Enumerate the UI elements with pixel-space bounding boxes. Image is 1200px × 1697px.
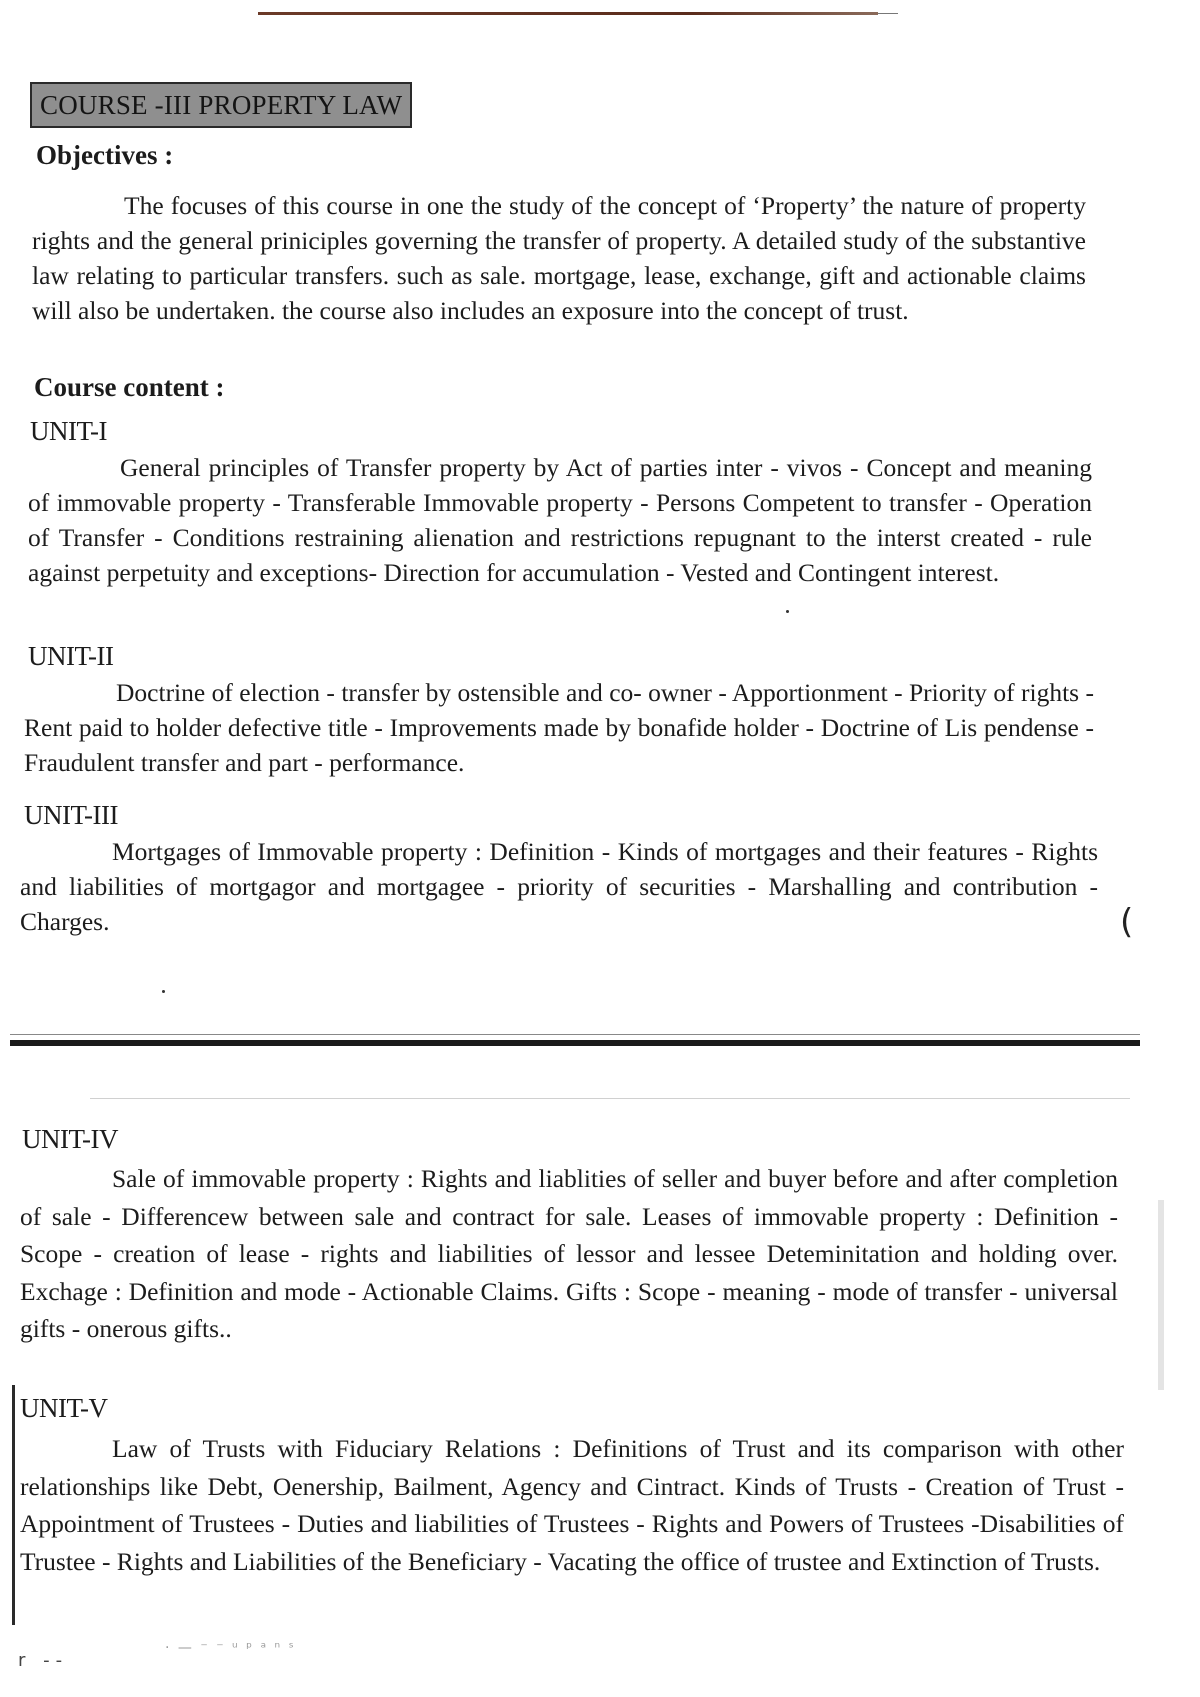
speck (786, 610, 789, 613)
speck (162, 990, 165, 993)
unit-5-title: UNIT-V (20, 1393, 108, 1423)
objectives-heading: Objectives : (36, 140, 174, 170)
margin-mark: ( (1120, 902, 1134, 942)
unit-2-text: Doctrine of election - transfer by ostensible and co- owner - Apportionment - Priority of rights - Rent paid to holder defective title - Improvements made by bonafide holder - Doctrine of Lis pendense - Fraudulent transfer and part - performance. (24, 678, 1094, 777)
scan-edge (1158, 1200, 1164, 1390)
top-rule (258, 12, 878, 15)
left-margin-bar (12, 1385, 15, 1625)
section-divider (10, 1040, 1140, 1046)
objectives-text: The focuses of this course in one the study of the concept of ‘Property’ the nature of property rights and the general priniciples governing the transfer of property. A detailed study of the substantive law relating to particular transfers. such as sale. mortgage, lease, exchange, gift and actionable claims will also be undertaken. the course also includes an exposure into the concept of trust. (32, 191, 1086, 325)
scan-line (90, 1098, 1130, 1099)
course-content-heading: Course content : (34, 372, 225, 402)
divider-thin (10, 1034, 1140, 1035)
unit-1-title: UNIT-I (30, 416, 107, 446)
unit-4-title: UNIT-IV (22, 1124, 118, 1154)
unit-3-title: UNIT-III (24, 800, 118, 830)
unit-5-text: Law of Trusts with Fiduciary Relations : Definitions of Trust and its comparison with other relationships like Debt, Oenership, Bailment, Agency and Cintract. Kinds of Trusts - Creation of Trust - Appointment of Trustees - Duties and liabilities of Trustees - Rights and Powers of Trustees -Disabilities of Trustee - Rights and Liabilities of the Beneficiary - Vacating the office of trustee and Extinction of Trusts. (20, 1434, 1124, 1576)
unit-1-text: General principles of Transfer property by Act of parties inter - vivos - Concept and meaning of immovable property - Transferable Immovable property - Persons Competent to transfer - Operation of Transfer - Conditions restraining alienation and restrictions repugnant to the interst created - rule against perpetuity and exceptions- Direction for accumulation - Vested and Contingent interest. (28, 453, 1092, 587)
footer-smudge: · — ⁻ ⁻ ᵘ ᵖ ᵃ ⁿ ˢ (165, 1640, 296, 1656)
top-rule-dash (878, 13, 898, 14)
unit-4-text: Sale of immovable property : Rights and liablities of seller and buyer before and after completion of sale - Differencew between sale and contract for sale. Leases of immovable property : Definition - Scope - creation of lease - rights and liabilities of lessor and lessee Deteminitation and holding over. Exchage : Definition and mode - Actionable Claims. Gifts : Scope - meaning - mode of transfer - universal gifts - onerous gifts.. (20, 1164, 1118, 1343)
unit-2-title: UNIT-II (28, 641, 114, 671)
unit-3-text: Mortgages of Immovable property : Definition - Kinds of mortgages and their features - Rights and liabilities of mortgagor and mortgagee - priority of securities - Marshalling and contribution - Charges. (20, 837, 1098, 936)
footer-marks: r -- (18, 1650, 69, 1671)
course-title: COURSE -III PROPERTY LAW (30, 82, 412, 128)
